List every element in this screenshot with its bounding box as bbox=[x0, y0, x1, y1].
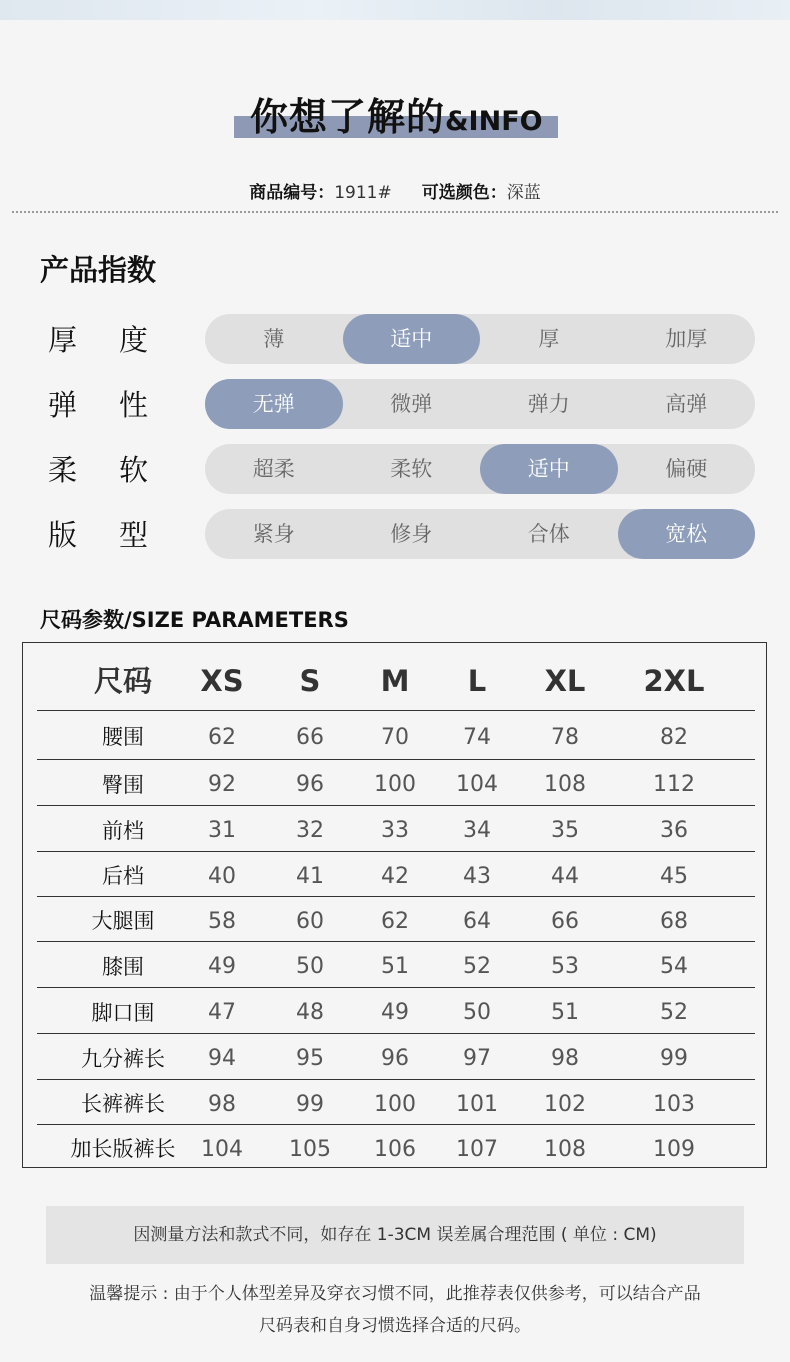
index-label-char: 型 bbox=[118, 518, 148, 552]
tip-line-2: 尺码表和自身习惯选择合适的尺码。 bbox=[259, 1316, 531, 1336]
index-option: 加厚 bbox=[665, 327, 708, 351]
index-option: 合体 bbox=[527, 522, 570, 546]
index-option: 超柔 bbox=[252, 457, 295, 481]
table-row bbox=[37, 896, 755, 942]
index-row bbox=[0, 379, 790, 429]
table-row bbox=[37, 851, 755, 897]
top-banner-strip bbox=[0, 0, 790, 20]
table-cell: 60 bbox=[296, 909, 324, 934]
table-row bbox=[37, 805, 755, 852]
tip-line-1: 温馨提示 : 由于个人体型差异及穿衣习惯不同，此推荐表仅供参考，可以结合产品 bbox=[89, 1284, 701, 1304]
index-row bbox=[0, 509, 790, 559]
page-title bbox=[250, 86, 543, 141]
code-value: 1911# bbox=[334, 183, 392, 203]
index-option: 弹力 bbox=[527, 392, 570, 416]
table-cell: 94 bbox=[208, 1046, 236, 1071]
row-label: 加长版裤长 bbox=[70, 1137, 176, 1161]
size-header-cell: XL bbox=[544, 664, 586, 698]
table-cell: 36 bbox=[660, 818, 688, 843]
table-cell: 64 bbox=[463, 909, 491, 934]
index-label-char: 软 bbox=[118, 453, 148, 487]
table-cell: 96 bbox=[381, 1046, 409, 1071]
index-label-char: 厚 bbox=[48, 323, 78, 357]
table-cell: 98 bbox=[551, 1046, 579, 1071]
size-table bbox=[22, 642, 767, 1168]
table-cell: 51 bbox=[381, 954, 409, 979]
index-row bbox=[0, 314, 790, 364]
table-cell: 35 bbox=[551, 818, 579, 843]
table-cell: 108 bbox=[544, 772, 586, 797]
index-row-label bbox=[48, 318, 148, 359]
table-cell: 48 bbox=[296, 1000, 324, 1025]
table-cell: 54 bbox=[660, 954, 688, 979]
index-label-char: 弹 bbox=[48, 388, 78, 422]
table-cell: 44 bbox=[551, 864, 579, 889]
table-cell: 112 bbox=[653, 772, 695, 797]
index-option: 修身 bbox=[390, 522, 433, 546]
table-cell: 97 bbox=[463, 1046, 491, 1071]
table-row bbox=[37, 1124, 755, 1169]
table-cell: 101 bbox=[456, 1092, 498, 1117]
size-header-cell: S bbox=[299, 664, 321, 698]
table-cell: 104 bbox=[201, 1137, 243, 1162]
index-option: 薄 bbox=[263, 327, 285, 351]
table-cell: 108 bbox=[544, 1137, 586, 1162]
color-label: 可选颜色： bbox=[421, 183, 507, 203]
table-cell: 98 bbox=[208, 1092, 236, 1117]
index-scale-track bbox=[205, 509, 755, 559]
title-en: &INFO bbox=[445, 106, 543, 137]
row-label: 腰围 bbox=[102, 725, 144, 749]
table-cell: 99 bbox=[660, 1046, 688, 1071]
index-label-char: 柔 bbox=[48, 453, 78, 487]
table-row bbox=[37, 759, 755, 806]
size-table-header bbox=[37, 643, 755, 711]
table-cell: 62 bbox=[381, 909, 409, 934]
index-option: 厚 bbox=[538, 327, 560, 351]
table-cell: 43 bbox=[463, 864, 491, 889]
index-row bbox=[0, 444, 790, 494]
table-cell: 105 bbox=[289, 1137, 331, 1162]
index-label-char: 性 bbox=[118, 388, 148, 422]
table-cell: 74 bbox=[463, 725, 491, 750]
row-label: 大腿围 bbox=[91, 909, 155, 933]
index-option: 紧身 bbox=[252, 522, 295, 546]
index-row-label bbox=[48, 448, 148, 489]
table-cell: 34 bbox=[463, 818, 491, 843]
size-section-title: 尺码参数/SIZE PARAMETERS bbox=[40, 608, 349, 632]
row-label: 长裤裤长 bbox=[81, 1092, 165, 1116]
index-option-selected: 适中 bbox=[480, 444, 618, 494]
table-cell: 52 bbox=[463, 954, 491, 979]
table-cell: 62 bbox=[208, 725, 236, 750]
size-header-cell: XS bbox=[200, 664, 244, 698]
table-row bbox=[37, 987, 755, 1034]
index-scale-track bbox=[205, 379, 755, 429]
row-label: 膝围 bbox=[102, 955, 144, 979]
table-cell: 49 bbox=[208, 954, 236, 979]
table-cell: 52 bbox=[660, 1000, 688, 1025]
index-option-selected: 宽松 bbox=[618, 509, 756, 559]
table-cell: 95 bbox=[296, 1046, 324, 1071]
table-cell: 82 bbox=[660, 725, 688, 750]
table-cell: 58 bbox=[208, 909, 236, 934]
table-cell: 32 bbox=[296, 818, 324, 843]
tip-text bbox=[0, 1278, 790, 1342]
index-option: 微弹 bbox=[390, 392, 433, 416]
title-cn: 你想了解的 bbox=[250, 95, 446, 139]
code-label: 商品编号： bbox=[249, 183, 335, 203]
table-cell: 78 bbox=[551, 725, 579, 750]
table-cell: 41 bbox=[296, 864, 324, 889]
table-cell: 106 bbox=[374, 1137, 416, 1162]
table-cell: 40 bbox=[208, 864, 236, 889]
dotted-divider bbox=[12, 211, 778, 213]
index-option: 柔软 bbox=[390, 457, 433, 481]
table-cell: 50 bbox=[296, 954, 324, 979]
table-cell: 70 bbox=[381, 725, 409, 750]
table-cell: 102 bbox=[544, 1092, 586, 1117]
table-cell: 45 bbox=[660, 864, 688, 889]
row-label: 臀围 bbox=[102, 773, 144, 797]
table-cell: 96 bbox=[296, 772, 324, 797]
table-cell: 42 bbox=[381, 864, 409, 889]
table-cell: 100 bbox=[374, 1092, 416, 1117]
index-row-label bbox=[48, 513, 148, 554]
table-cell: 50 bbox=[463, 1000, 491, 1025]
table-row bbox=[37, 1033, 755, 1080]
index-row-label bbox=[48, 383, 148, 424]
table-cell: 31 bbox=[208, 818, 236, 843]
table-cell: 66 bbox=[551, 909, 579, 934]
table-cell: 68 bbox=[660, 909, 688, 934]
row-label: 脚口围 bbox=[91, 1001, 155, 1025]
product-meta bbox=[0, 178, 790, 203]
index-section-title: 产品指数 bbox=[40, 253, 157, 287]
table-cell: 53 bbox=[551, 954, 579, 979]
table-cell: 66 bbox=[296, 725, 324, 750]
table-cell: 100 bbox=[374, 772, 416, 797]
table-row bbox=[37, 710, 755, 760]
index-option-selected: 适中 bbox=[343, 314, 481, 364]
index-label-char: 版 bbox=[48, 518, 78, 552]
row-label: 后档 bbox=[102, 864, 144, 888]
index-option: 高弹 bbox=[665, 392, 708, 416]
color-value: 深蓝 bbox=[506, 183, 541, 203]
index-scale-track bbox=[205, 444, 755, 494]
index-scale-track bbox=[205, 314, 755, 364]
table-cell: 107 bbox=[456, 1137, 498, 1162]
table-cell: 49 bbox=[381, 1000, 409, 1025]
index-option: 偏硬 bbox=[665, 457, 708, 481]
size-header-label: 尺码 bbox=[93, 664, 152, 698]
table-cell: 103 bbox=[653, 1092, 695, 1117]
size-header-cell: M bbox=[380, 664, 410, 698]
table-cell: 51 bbox=[551, 1000, 579, 1025]
table-cell: 47 bbox=[208, 1000, 236, 1025]
row-label: 前档 bbox=[102, 819, 144, 843]
table-row bbox=[37, 941, 755, 988]
table-cell: 99 bbox=[296, 1092, 324, 1117]
index-option-selected: 无弹 bbox=[205, 379, 343, 429]
table-cell: 104 bbox=[456, 772, 498, 797]
table-cell: 109 bbox=[653, 1137, 695, 1162]
table-cell: 33 bbox=[381, 818, 409, 843]
size-header-cell: 2XL bbox=[643, 664, 705, 698]
table-row bbox=[37, 1079, 755, 1125]
size-header-cell: L bbox=[467, 664, 487, 698]
measure-note: 因测量方法和款式不同，如存在 1-3CM 误差属合理范围 ( 单位 : CM) bbox=[46, 1206, 744, 1264]
index-label-char: 度 bbox=[118, 323, 148, 357]
table-cell: 92 bbox=[208, 772, 236, 797]
row-label: 九分裤长 bbox=[81, 1047, 165, 1071]
